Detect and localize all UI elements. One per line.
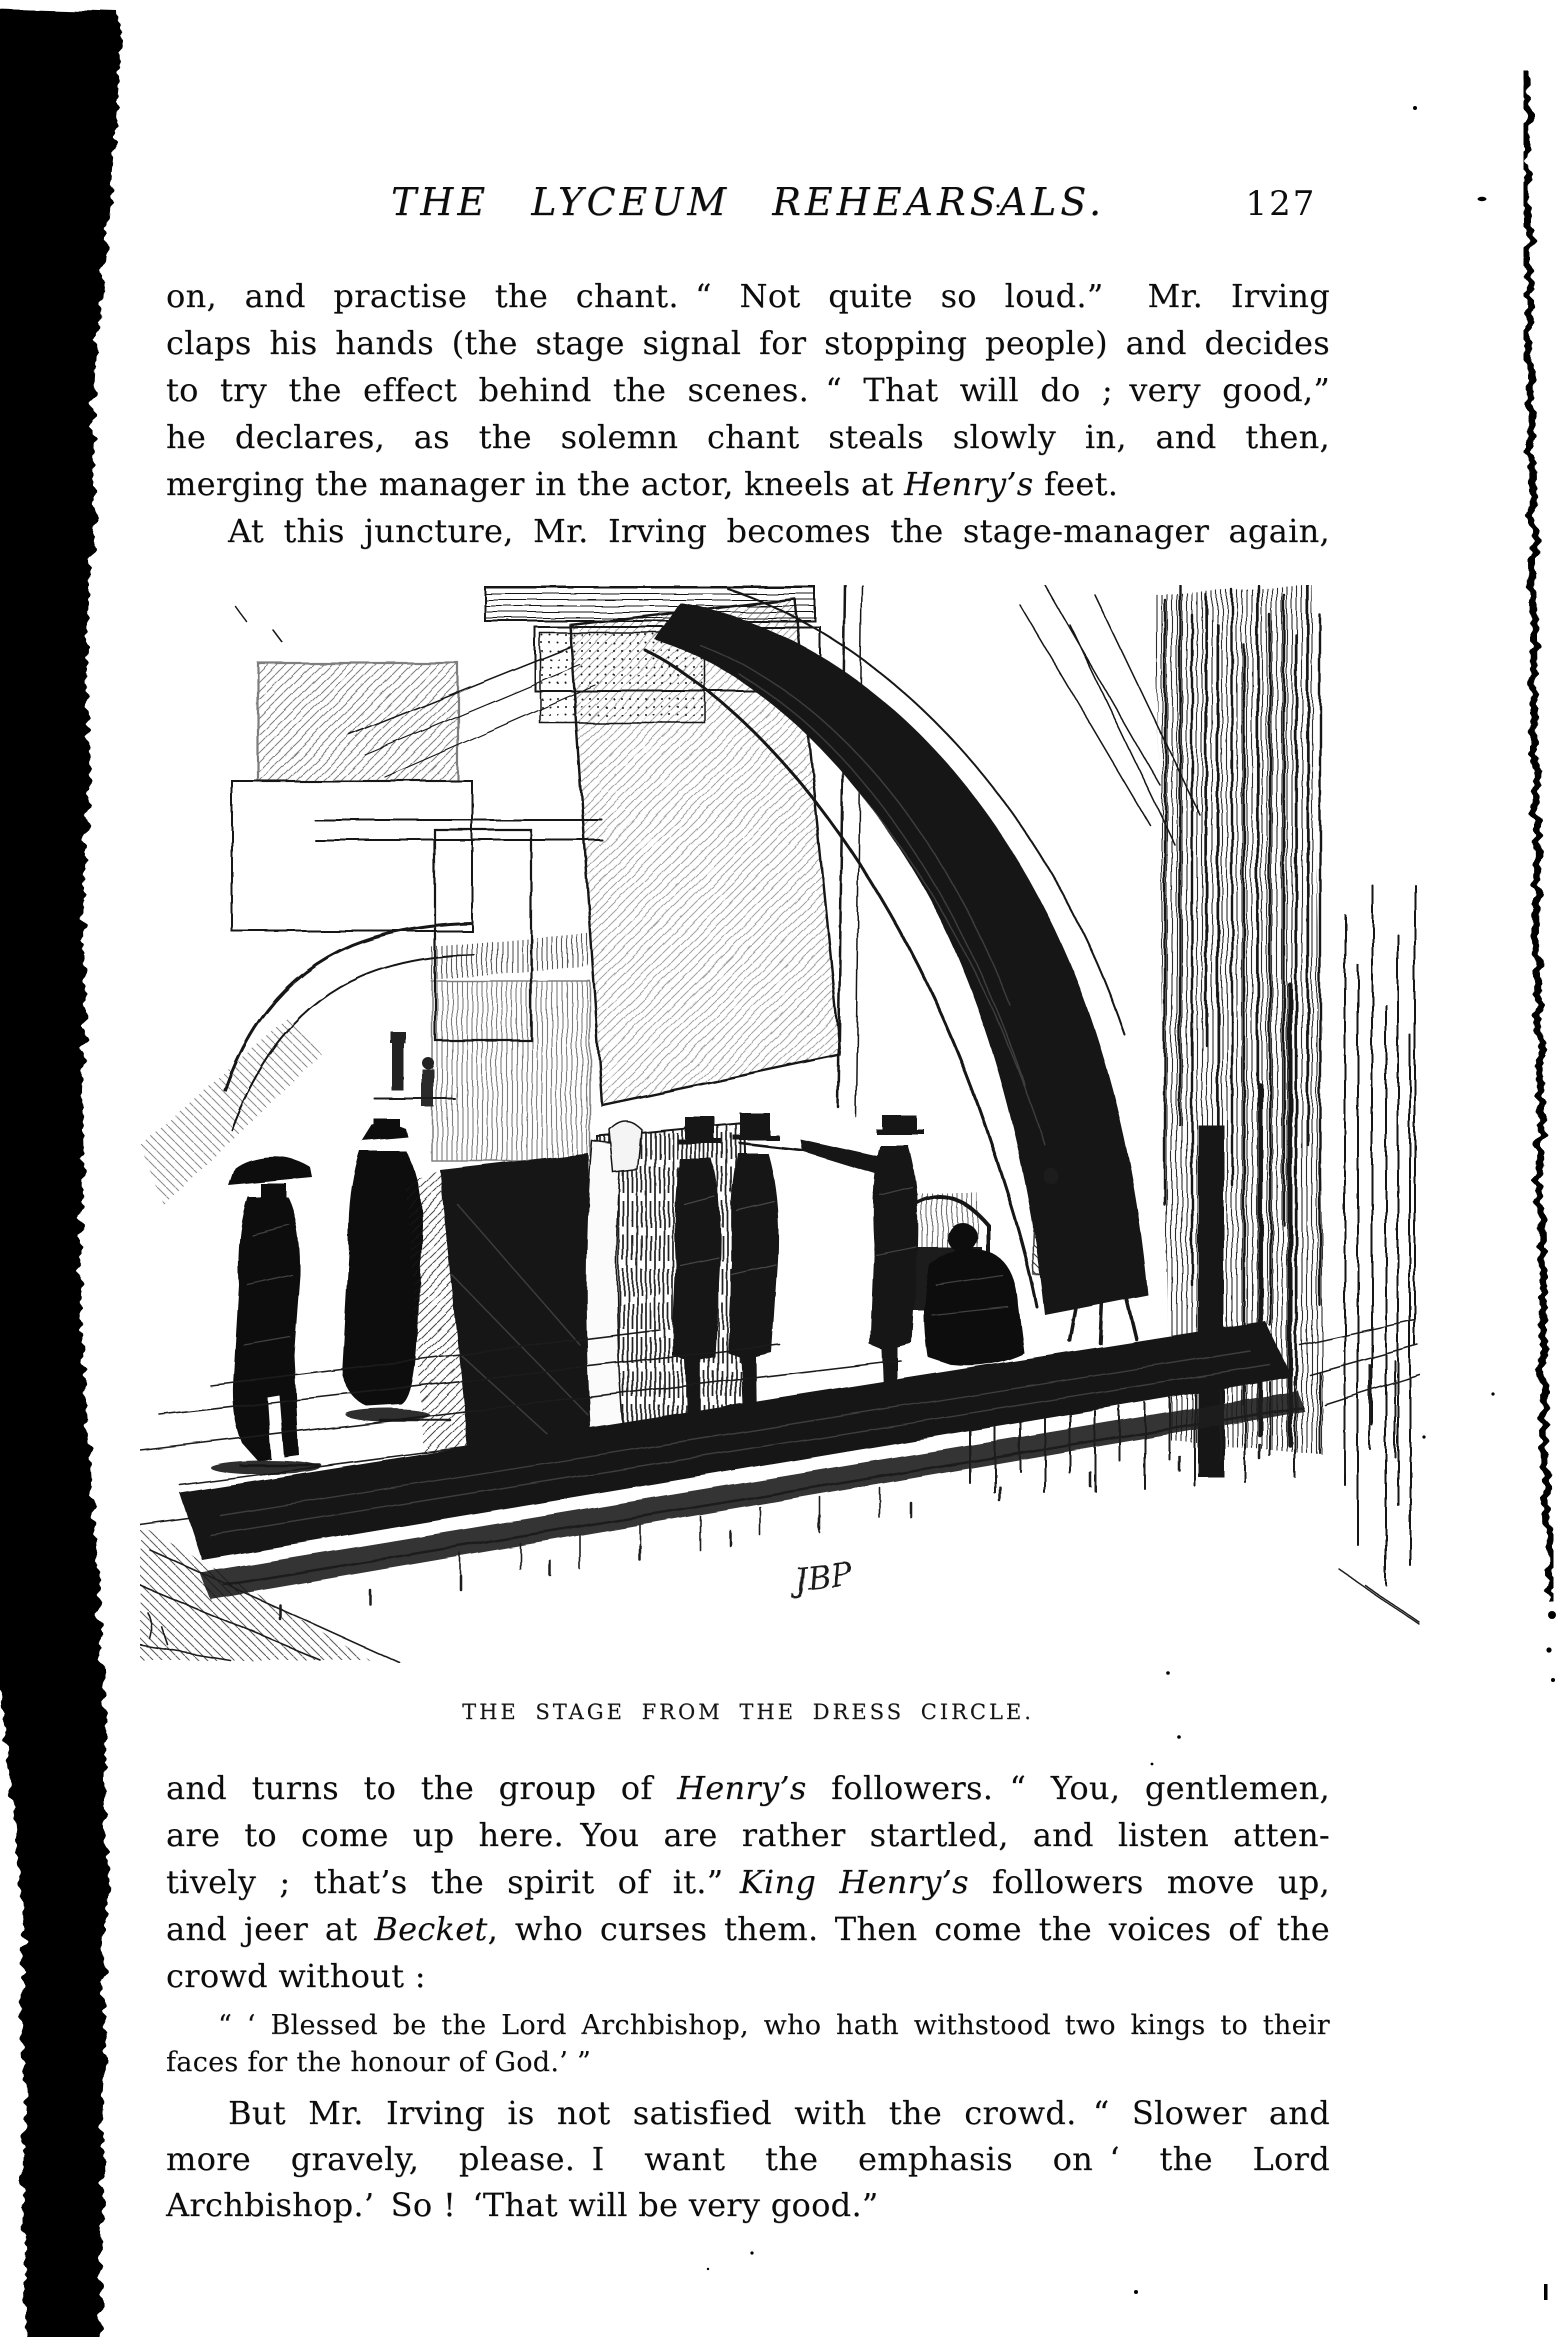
paragraph-intro: [166, 273, 1330, 555]
text-line: But Mr. Irving is not satisfied with the crowd. “ Slower and: [228, 2094, 1330, 2132]
text-line: merging the manager in the actor, kneels at Henry’s feet.: [166, 465, 1119, 503]
text-line: and turns to the group of Henry’s followers. “ You, gentlemen,: [166, 1769, 1330, 1807]
text-line: and jeer at Becket, who curses them. Then come the voices of the: [166, 1910, 1330, 1948]
text-line: he declares, as the solemn chant steals slowly in, and then,: [166, 418, 1330, 456]
illustration-caption: THE STAGE FROM THE DRESS CIRCLE.: [462, 1700, 1034, 1724]
artist-signature: JBP: [792, 1554, 854, 1599]
gutter-shadow: [0, 8, 121, 2337]
text-line: “ ‘ Blessed be the Lord Archbishop, who hath withstood two kings to their: [218, 2010, 1330, 2041]
page-title: THE LYCEUM REHEARSALS.: [390, 180, 1106, 224]
page-number: 127: [1245, 184, 1317, 224]
text-line: faces for the honour of God.’ ”: [166, 2047, 592, 2078]
stage-floor: [140, 1320, 1420, 1663]
paragraph-after-illustration: [166, 1765, 1330, 2000]
stage-illustration: [140, 585, 1420, 1663]
text-line: claps his hands (the stage signal for stopping people) and decides: [166, 324, 1330, 362]
right-edge-line: [1526, 72, 1551, 1600]
text-line: more gravely, please. I want the emphasis on ‘ the Lord: [166, 2140, 1330, 2178]
text-line: At this juncture, Mr. Irving becomes the stage-manager again,: [228, 512, 1330, 550]
text-line: to try the effect behind the scenes. “ That will do ; very good,”: [166, 371, 1330, 409]
text-line: tively ; that’s the spirit of it.” King Henry’s followers move up,: [166, 1863, 1331, 1901]
blockquote-crowd-voices: [166, 2007, 1330, 2081]
text-line: crowd without :: [166, 1957, 426, 1995]
text-line: on, and practise the chant. “ Not quite so loud.” Mr. Irving: [166, 277, 1330, 315]
figure-man-left: [228, 1157, 312, 1461]
text-line: are to come up here. You are rather startled, and listen atten-: [166, 1816, 1330, 1854]
text-line: Archbishop.’ So ! ‘That will be very good.”: [166, 2186, 879, 2224]
paragraph-closing: [166, 2090, 1330, 2228]
